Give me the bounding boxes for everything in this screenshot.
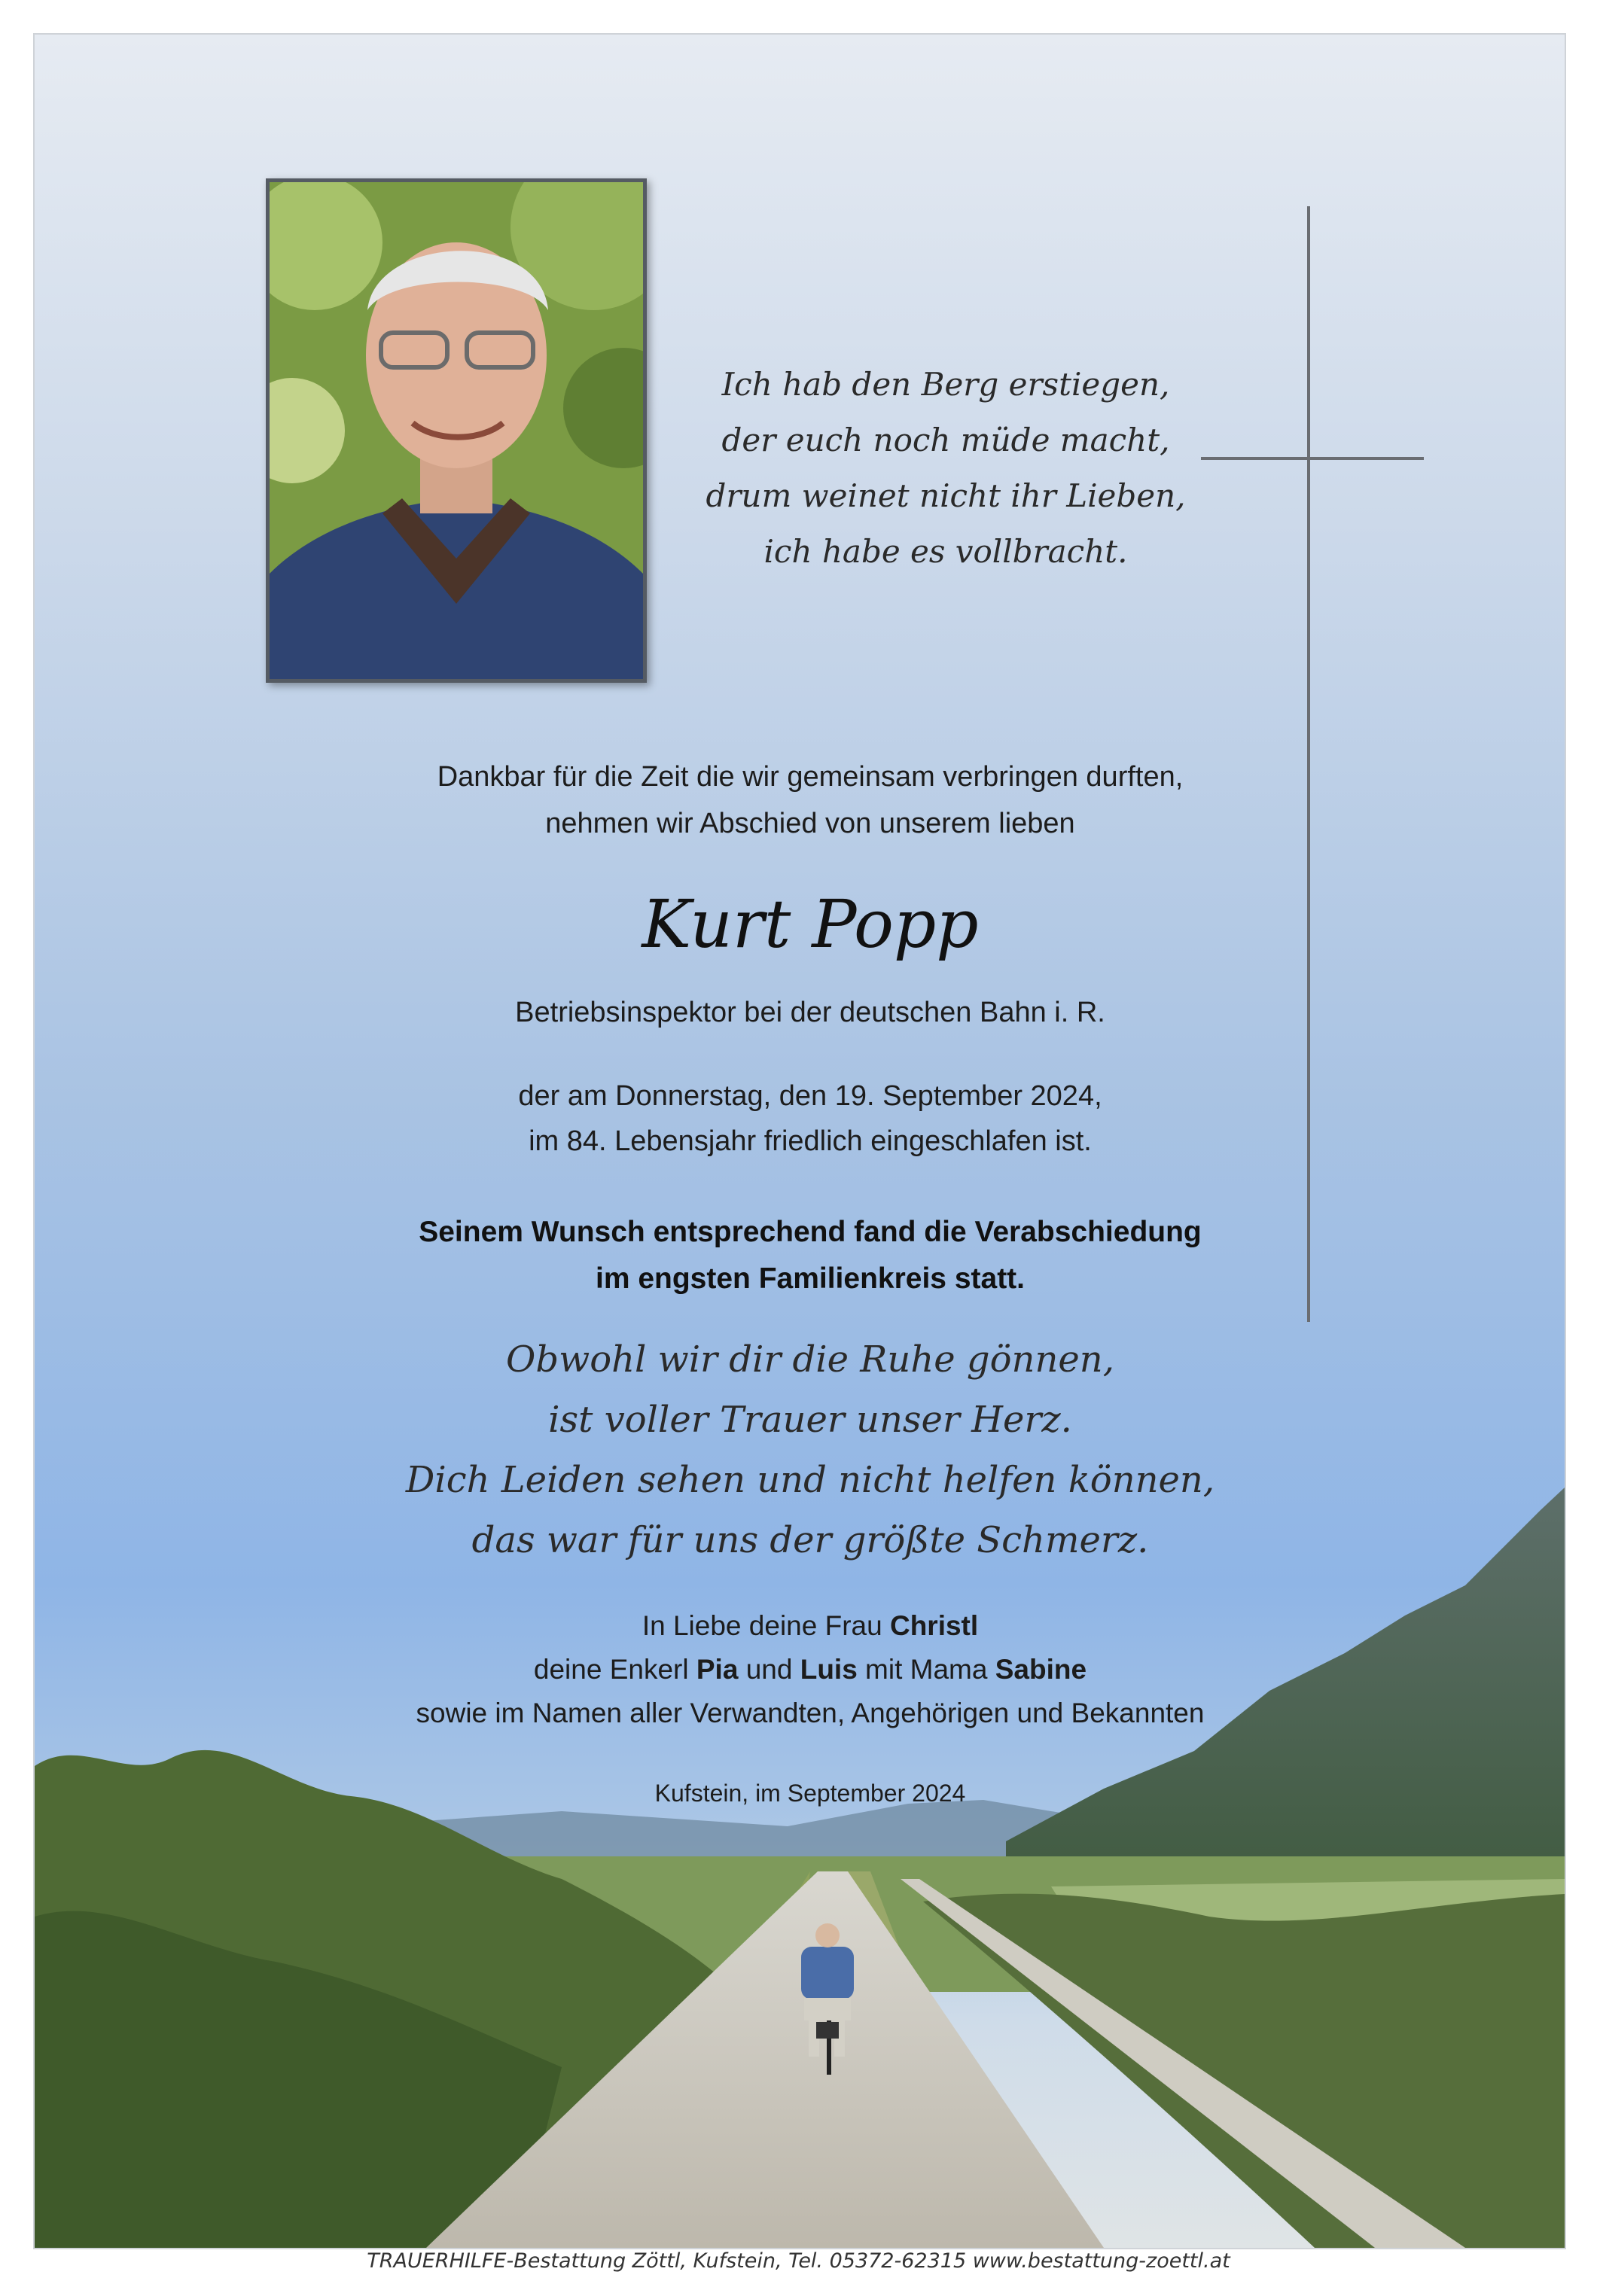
- mother-name: Sabine: [995, 1654, 1087, 1685]
- verse-top-line: der euch noch müde macht,: [721, 422, 1170, 458]
- family-signature: [223, 1604, 1397, 1735]
- verse-top-line: drum weinet nicht ihr Lieben,: [706, 477, 1186, 514]
- family-text: In Liebe deine Frau: [642, 1610, 890, 1641]
- wife-name: Christl: [889, 1610, 979, 1641]
- verse-bottom-line: Dich Leiden sehen und nicht helfen können,: [405, 1459, 1215, 1501]
- place-date: Kufstein, im September 2024: [654, 1780, 966, 1807]
- verse-top-line: ich habe es vollbracht.: [763, 533, 1128, 570]
- death-notice: [261, 1073, 1360, 1164]
- verse-top-line: Ich hab den Berg erstiegen,: [721, 366, 1170, 403]
- family-text: und: [738, 1654, 800, 1685]
- family-text: mit Mama: [857, 1654, 995, 1685]
- obituary-card: [33, 33, 1566, 2249]
- intro-text: [261, 754, 1360, 847]
- funeral-home-footer: TRAUERHILFE-Bestattung Zöttl, Kufstein, Tel. 05372-62315 www.bestattung-zoettl.at: [367, 2249, 1230, 2273]
- family-line-relatives: sowie im Namen aller Verwandten, Angehörigen und Bekannten: [416, 1698, 1205, 1728]
- family-line-wife: [223, 1604, 1397, 1648]
- death-notice-line: der am Donnerstag, den 19. September 2024,: [518, 1080, 1102, 1112]
- cross-horizontal-bar: [1201, 457, 1424, 460]
- deceased-name: Kurt Popp: [642, 885, 979, 963]
- family-line-grandchildren: [223, 1648, 1397, 1692]
- verse-bottom-line: Obwohl wir dir die Ruhe gönnen,: [506, 1338, 1114, 1381]
- occupation: Betriebsinspektor bei der deutschen Bahn i. R.: [515, 997, 1105, 1028]
- verse-top: [682, 357, 1209, 580]
- farewell-line: im engsten Familienkreis statt.: [595, 1262, 1025, 1295]
- verse-bottom-line: ist voller Trauer unser Herz.: [548, 1399, 1072, 1441]
- grandchild-name: Luis: [800, 1654, 858, 1685]
- family-text: deine Enkerl: [533, 1654, 696, 1685]
- portrait-photo: [266, 178, 647, 683]
- intro-line: nehmen wir Abschied von unserem lieben: [545, 808, 1075, 839]
- intro-line: Dankbar für die Zeit die wir gemeinsam verbringen durften,: [437, 761, 1184, 793]
- grandchild-name: Pia: [696, 1654, 739, 1685]
- death-notice-line: im 84. Lebensjahr friedlich eingeschlafen ist.: [529, 1125, 1092, 1157]
- verse-bottom-line: das war für uns der größte Schmerz.: [471, 1519, 1149, 1561]
- farewell-line: Seinem Wunsch entsprechend fand die Verabschiedung: [419, 1216, 1202, 1248]
- farewell-note: [261, 1209, 1360, 1302]
- verse-bottom: [321, 1329, 1300, 1570]
